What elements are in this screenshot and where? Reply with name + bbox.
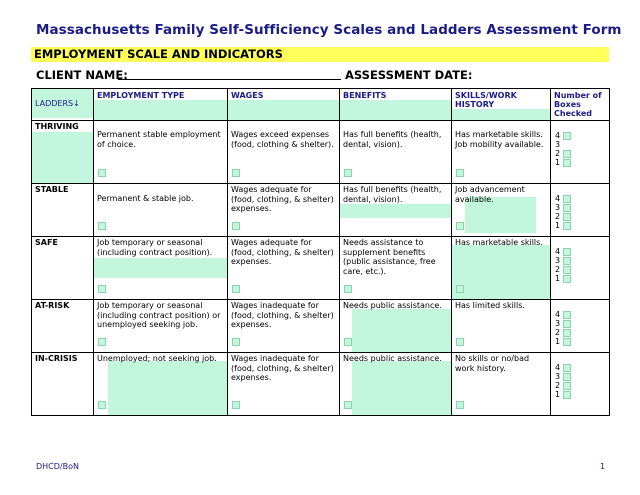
level-label: AT-RISK	[35, 301, 70, 310]
skills-cell[interactable]: Job advancement available.	[452, 184, 551, 237]
wages-cell[interactable]: Wages adequate for (food, clothing, & shelter) expenses.	[228, 184, 340, 237]
checkbox[interactable]	[98, 401, 106, 409]
count-checkbox[interactable]	[563, 195, 571, 203]
skills-cell[interactable]: Has limited skills.	[452, 300, 551, 353]
checkbox[interactable]	[344, 285, 352, 293]
count-checkbox[interactable]	[563, 391, 571, 399]
count-checkbox[interactable]	[563, 257, 571, 265]
benefits-cell[interactable]: Needs assistance to supplement benefits (public assistance, free care, etc.).	[340, 237, 452, 300]
client-name-field[interactable]	[118, 79, 341, 80]
checkbox[interactable]	[98, 169, 106, 177]
employment-cell[interactable]: Unemployed; not seeking job.	[94, 353, 228, 416]
count-checkbox[interactable]	[563, 320, 571, 328]
header-wages: WAGES	[228, 89, 340, 121]
assessment-table	[31, 88, 610, 416]
header-employment-type: EMPLOYMENT TYPE	[94, 89, 228, 121]
level-label: IN-CRISIS	[35, 354, 78, 363]
benefits-cell[interactable]: Needs public assistance.	[340, 300, 452, 353]
checkbox[interactable]	[98, 222, 106, 230]
checkbox[interactable]	[98, 285, 106, 293]
boxes-checked-cell: 4 3 2 1	[551, 184, 610, 237]
wages-cell[interactable]: Wages exceed expenses (food, clothing & shelter).	[228, 121, 340, 184]
page-number: 1	[600, 462, 606, 471]
checkbox[interactable]	[344, 169, 352, 177]
count-checkbox[interactable]	[563, 373, 571, 381]
header-boxes-checked: Number of Boxes Checked	[551, 89, 610, 121]
down-arrow-icon: ↓	[73, 99, 80, 108]
skills-cell[interactable]: Has marketable skills.	[452, 237, 551, 300]
count-checkbox[interactable]	[563, 329, 571, 337]
level-cell	[32, 300, 94, 353]
section-heading: EMPLOYMENT SCALE AND INDICATORS	[31, 47, 609, 62]
wages-cell[interactable]: Wages adequate for (food, clothing, & shelter) expenses.	[228, 237, 340, 300]
count-checkbox[interactable]	[563, 213, 571, 221]
count-checkbox[interactable]	[563, 266, 571, 274]
checkbox[interactable]	[456, 401, 464, 409]
assessment-date-label: ASSESSMENT DATE:	[345, 68, 473, 82]
checkbox[interactable]	[344, 401, 352, 409]
checkbox[interactable]	[456, 169, 464, 177]
count-checkbox[interactable]	[563, 222, 571, 230]
count-checkbox[interactable]	[563, 150, 571, 158]
boxes-checked-cell: 4 3 2 1	[551, 300, 610, 353]
wages-cell[interactable]: Wages inadequate for (food, clothing, & shelter) expenses.	[228, 353, 340, 416]
table-row	[32, 184, 610, 237]
boxes-checked-cell: 4 3 2 1	[551, 237, 610, 300]
checkbox[interactable]	[232, 285, 240, 293]
checkbox[interactable]	[344, 338, 352, 346]
boxes-checked-cell: 4 3 2 1	[551, 353, 610, 416]
table-row	[32, 300, 610, 353]
count-checkbox[interactable]	[563, 364, 571, 372]
count-checkbox[interactable]	[563, 311, 571, 319]
level-cell	[32, 237, 94, 300]
benefits-cell[interactable]: Has full benefits (health, dental, vision).	[340, 184, 452, 237]
level-cell	[32, 353, 94, 416]
footer-agency: DHCD/BoN	[36, 462, 79, 471]
count-checkbox[interactable]	[563, 204, 571, 212]
table-row	[32, 121, 610, 184]
level-cell	[32, 184, 94, 237]
level-label: THRIVING	[35, 122, 79, 131]
employment-cell[interactable]: Permanent & stable job.	[94, 184, 228, 237]
level-label: SAFE	[35, 238, 58, 247]
checkbox[interactable]	[456, 338, 464, 346]
level-cell	[32, 121, 94, 184]
checkbox[interactable]	[456, 222, 464, 230]
checkbox[interactable]	[232, 169, 240, 177]
header-benefits: BENEFITS	[340, 89, 452, 121]
table-row	[32, 353, 610, 416]
checkbox[interactable]	[232, 401, 240, 409]
header-skills: SKILLS/WORK HISTORY	[452, 89, 551, 121]
count-checkbox[interactable]	[563, 248, 571, 256]
checkbox[interactable]	[232, 338, 240, 346]
wages-cell[interactable]: Wages inadequate for (food, clothing, & shelter) expenses.	[228, 300, 340, 353]
count-checkbox[interactable]	[563, 275, 571, 283]
checkbox[interactable]	[232, 222, 240, 230]
count-checkbox[interactable]	[563, 159, 571, 167]
count-checkbox[interactable]	[563, 382, 571, 390]
skills-cell[interactable]: Has marketable skills. Job mobility available.	[452, 121, 551, 184]
skills-cell[interactable]: No skills or no/bad work history.	[452, 353, 551, 416]
checkbox[interactable]	[98, 338, 106, 346]
employment-cell[interactable]: Permanent stable employment of choice.	[94, 121, 228, 184]
table-row	[32, 237, 610, 300]
count-checkbox[interactable]	[563, 132, 571, 140]
ladders-label: LADDERS	[35, 99, 74, 108]
level-label: STABLE	[35, 185, 69, 194]
client-name-label: CLIENT NAME:	[36, 68, 128, 82]
table-header-row	[32, 89, 610, 121]
header-ladders	[32, 89, 94, 121]
employment-cell[interactable]: Job temporary or seasonal (including contract position).	[94, 237, 228, 300]
employment-cell[interactable]: Job temporary or seasonal (including contract position) or unemployed seeking job.	[94, 300, 228, 353]
benefits-cell[interactable]: Has full benefits (health, dental, vision).	[340, 121, 452, 184]
checkbox[interactable]	[456, 285, 464, 293]
form-title: Massachusetts Family Self-Sufficiency Scales and Ladders Assessment Form	[36, 22, 622, 38]
benefits-cell[interactable]: Needs public assistance.	[340, 353, 452, 416]
count-checkbox[interactable]	[563, 338, 571, 346]
boxes-checked-cell: 4 3 2 1	[551, 121, 610, 184]
